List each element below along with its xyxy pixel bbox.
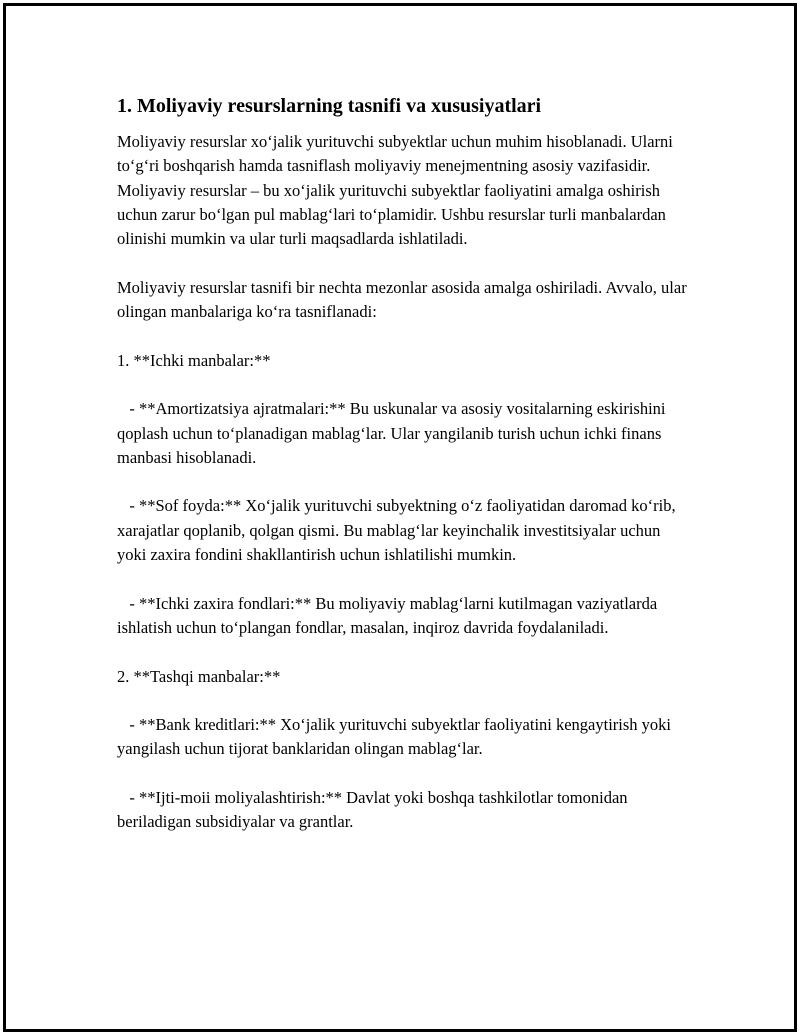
list-item-social-financing: - **Ijti-moii moliyalashtirish:** Davlat yoki boshqa tashkilotlar tomonidan beriladigan subsidiyalar va grantlar. xyxy=(117,788,632,832)
list-item-depreciation: - **Amortizatsiya ajratmalari:** Bu uskunalar va asosiy vositalarning eskirishini qoplash uchun to‘planadigan mablag‘lar. Ular yangilanib turish uchun ichki finans manbasi hisoblanadi. xyxy=(117,399,670,467)
document-body xyxy=(117,92,691,835)
list-item-bank-credits: - **Bank kreditlari:** Xo‘jalik yurituvchi subyektlar faoliyatini kengaytirish yoki yangilash uchun tijorat banklaridan olingan mablag‘lar. xyxy=(117,715,676,759)
internal-sources-heading: 1. **Ichki manbalar:** xyxy=(117,350,271,370)
classification-paragraph: Moliyaviy resurslar tasnifi bir nechta mezonlar asosida amalga oshiriladi. Avvalo, ular olingan manbalariga ko‘ra tasniflanadi: xyxy=(117,277,691,322)
intro-paragraph: Moliyaviy resurslar xo‘jalik yurituvchi subyektlar uchun muhim hisoblanadi. Ularni to‘g‘ri boshqarish hamda tasniflash moliyaviy menejmentning asosiy vazifasidir. Moliyaviy resurslar – bu xo‘jalik yurituvchi subyektlar faoliyatini amalga oshirish uchun zarur bo‘lgan pul mablag‘lari to‘plamidir. Ushbu resurslar turli manbalardan olinishi mumkin va ular turli maqsadlarda ishlatiladi. xyxy=(117,132,677,249)
list-item-reserve-funds: - **Ichki zaxira fondlari:** Bu moliyaviy mablag‘larni kutilmagan vaziyatlarda ishlatish uchun to‘plangan fondlar, masalan, inqiroz davrida foydalaniladi. xyxy=(117,593,662,637)
list-item-net-profit: - **Sof foyda:** Xo‘jalik yurituvchi subyektning o‘z faoliyatidan daromad ko‘rib, xarajatlar qoplanib, qolgan qismi. Bu mablag‘lar keyinchalik investitsiyalar uchun yoki zaxira fondini shakllantirish uchun ishlatilishi mumkin. xyxy=(117,496,680,565)
external-sources-heading: 2. **Tashqi manbalar:** xyxy=(117,666,281,686)
section-title: 1. Moliyaviy resurslarning tasnifi va xususiyatlari xyxy=(117,95,542,117)
